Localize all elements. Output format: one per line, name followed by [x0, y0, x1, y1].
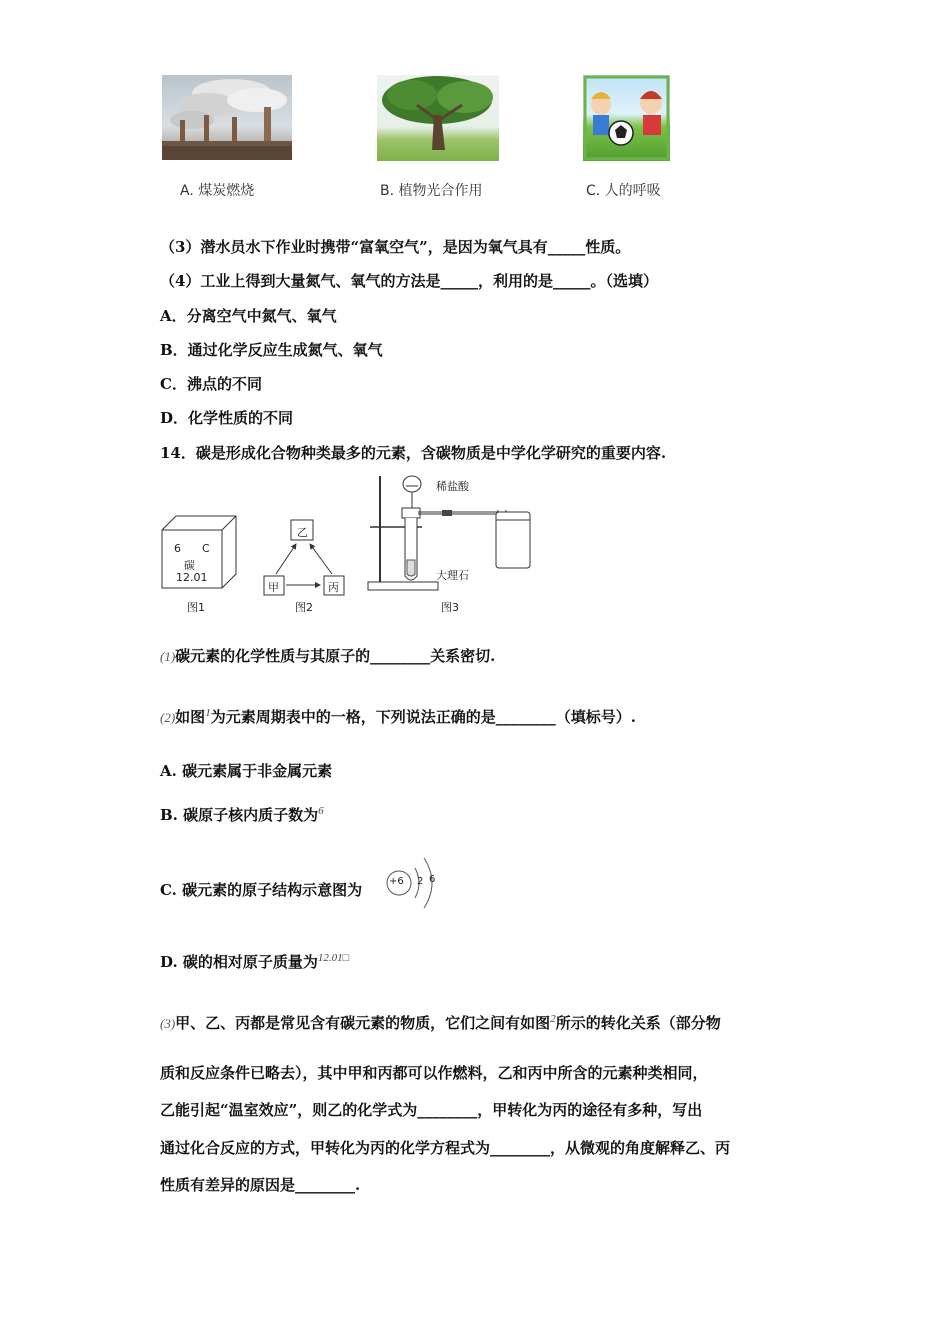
figure-3-apparatus — [362, 472, 540, 594]
sub1-number: (1) — [160, 649, 176, 664]
nucleus-charge: +6 — [389, 876, 404, 887]
sub3-number: (3) — [160, 1016, 176, 1031]
sub2-pre: 如图 — [175, 708, 206, 726]
sub3-l1-pre: 甲、乙、丙都是常见含有碳元素的物质，它们之间有如图 — [175, 1014, 551, 1032]
option-d-box: □ — [342, 952, 350, 964]
q13-option-a: A．分离空气中氮气、氧气 — [160, 307, 337, 325]
children-playing-icon — [583, 75, 670, 161]
q14-option-c — [160, 879, 362, 900]
q14-sub3-line2: 质和反应条件已略去），其中甲和丙都可以作燃料，乙和丙中所含的元素种类相同， — [160, 1064, 708, 1082]
figure-1-element-cell — [160, 514, 240, 592]
node-bing: 丙 — [328, 581, 339, 594]
image-caption-c: C. 人的呼吸 — [586, 183, 661, 199]
coal-burning-image — [162, 75, 292, 160]
atomic-structure-diagram — [384, 852, 442, 912]
tree-icon — [377, 75, 499, 161]
photosynthesis-image — [377, 75, 499, 161]
element-symbol: C — [202, 542, 210, 555]
q13-part4: （4）工业上得到大量氮气、氧气的方法是_____，利用的是_____。（选填） — [160, 272, 658, 290]
q14-option-b — [160, 804, 324, 825]
figure-1-caption: 图1 — [187, 601, 205, 614]
node-yi: 乙 — [297, 526, 308, 539]
shell-1-electrons: 2 — [417, 876, 424, 887]
q14-option-d — [160, 951, 349, 972]
image-caption-a: A. 煤炭燃烧 — [180, 183, 255, 199]
marble-label: 大理石 — [436, 569, 469, 582]
figure-3-caption: 图3 — [441, 601, 459, 614]
option-b-value: 6 — [318, 805, 324, 817]
q14-sub1 — [160, 645, 495, 666]
node-jia: 甲 — [268, 581, 279, 594]
q13-option-d: D．化学性质的不同 — [160, 409, 294, 427]
element-name: 碳 — [184, 559, 195, 572]
option-d-value: 12.01 — [317, 952, 343, 964]
sub2-figref: 1 — [205, 707, 211, 719]
sub3-l1-post: 所示的转化关系（部分物 — [555, 1014, 721, 1032]
q13-option-c: C．沸点的不同 — [160, 375, 262, 393]
figure-2-conversion-diagram — [262, 518, 346, 598]
sub1-text: 碳元素的化学性质与其原子的________关系密切. — [175, 647, 496, 665]
shell-2-electrons: 6 — [429, 874, 436, 885]
q14-sub2 — [160, 706, 636, 727]
option-d-text: D. 碳的相对原子质量为 — [160, 953, 318, 971]
q14-option-a: A. 碳元素属于非金属元素 — [160, 762, 333, 780]
figure-2-caption: 图2 — [295, 601, 313, 614]
acid-label: 稀盐酸 — [436, 480, 469, 493]
atomic-mass: 12.01 — [176, 571, 208, 584]
sub2-post: 为元素周期表中的一格，下列说法正确的是________（填标号）. — [210, 708, 636, 726]
q14-stem: 14．碳是形成化合物种类最多的元素，含碳物质是中学化学研究的重要内容. — [160, 444, 667, 462]
image-caption-b: B. 植物光合作用 — [380, 183, 483, 199]
sub2-number: (2) — [160, 710, 176, 725]
option-b-text: B. 碳原子核内质子数为 — [160, 806, 319, 824]
q13-option-b: B．通过化学反应生成氮气、氧气 — [160, 341, 383, 359]
respiration-image — [583, 75, 670, 161]
factory-smoke-icon — [162, 75, 292, 160]
q14-sub3-line4: 通过化合反应的方式，甲转化为丙的化学方程式为________，从微观的角度解释乙、丙 — [160, 1139, 731, 1157]
q13-part3: （3）潜水员水下作业时携带“富氧空气”，是因为氧气具有_____性质。 — [160, 238, 631, 256]
q14-sub3-line1 — [160, 1012, 721, 1033]
sub3-figref: 2 — [550, 1013, 556, 1025]
option-c-text: C. 碳元素的原子结构示意图为 — [160, 881, 363, 899]
q14-sub3-line5: 性质有差异的原因是________. — [160, 1176, 361, 1194]
q14-sub3-line3: 乙能引起“温室效应”，则乙的化学式为________，甲转化为丙的途径有多种，写出 — [160, 1101, 703, 1119]
atomic-number: 6 — [174, 542, 181, 555]
